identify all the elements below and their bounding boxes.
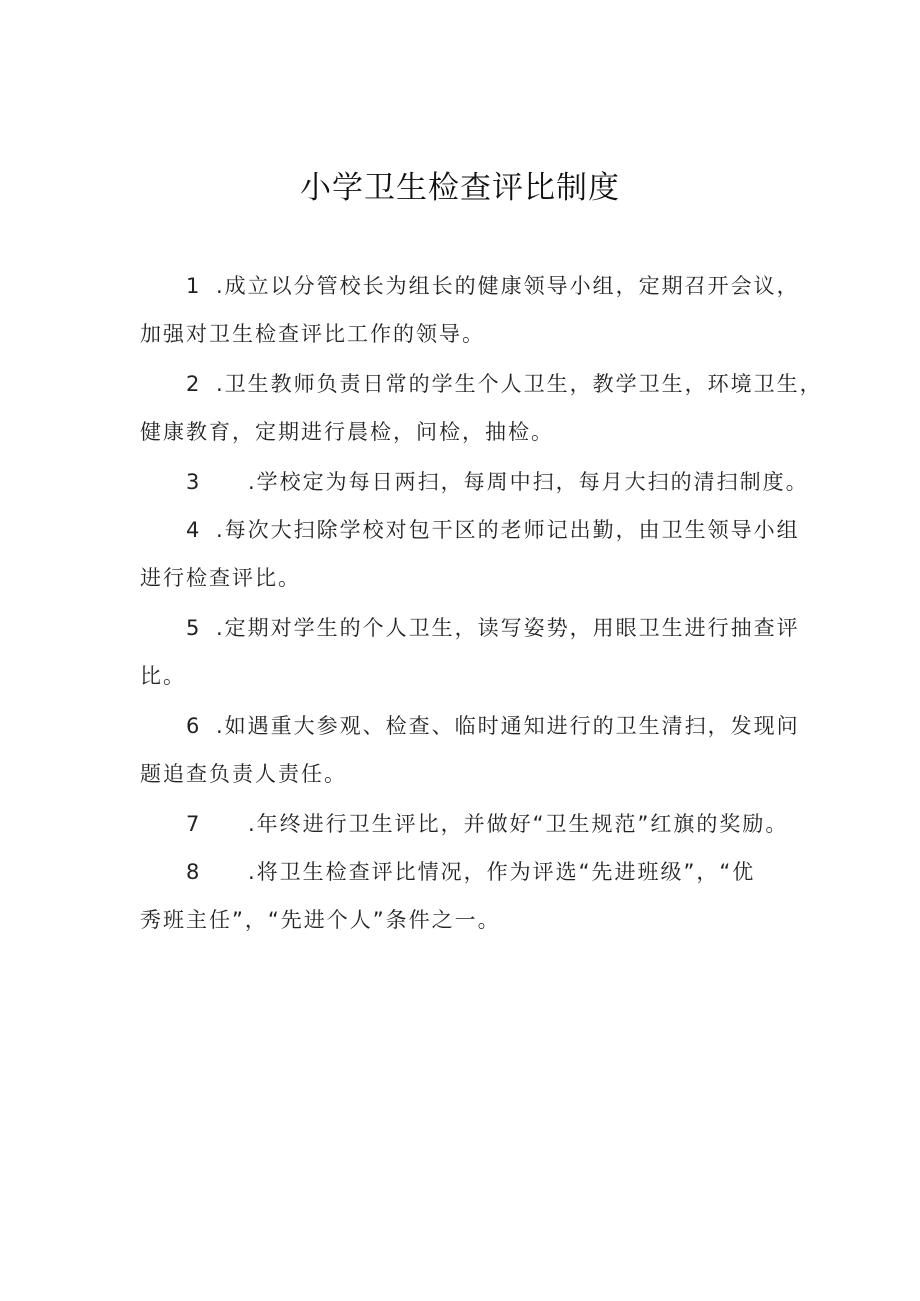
rule-item-8 xyxy=(140,848,820,944)
rule-item-4 xyxy=(140,506,820,602)
rule-text: .成立以分管校长为组长的健康领导小组，定期召开会议， xyxy=(216,274,800,298)
rule-text: .学校定为每日两扫，每周中扫，每月大扫的清扫制度。 xyxy=(248,470,809,494)
rule-item-7 xyxy=(140,800,820,848)
rule-text-continued: 加强对卫生检查评比工作的领导。 xyxy=(140,322,485,346)
rule-item-6 xyxy=(140,702,820,798)
rule-number: 1 xyxy=(186,274,202,298)
rule-text: .定期对学生的个人卫生，读写姿势，用眼卫生进行抽查评 xyxy=(216,616,800,640)
rule-number: 3 xyxy=(186,470,202,494)
rule-text-continued: 健康教育，定期进行晨检，问检，抽检。 xyxy=(140,420,554,444)
rule-number: 5 xyxy=(186,616,202,640)
rule-number: 7 xyxy=(186,812,202,836)
rule-text-continued: 秀班主任”，“先进个人”条件之一。 xyxy=(140,908,501,932)
rule-item-line xyxy=(140,848,820,896)
rule-text-continued: 比。 xyxy=(140,664,186,688)
rule-number: 8 xyxy=(186,860,202,884)
rule-item-line xyxy=(140,702,820,750)
rule-item-line xyxy=(140,360,823,408)
rule-item-3 xyxy=(140,458,820,506)
rule-item-line xyxy=(140,506,820,554)
rule-item-5 xyxy=(140,604,820,700)
rule-text: .每次大扫除学校对包干区的老师记出勤，由卫生领导小组 xyxy=(216,518,800,542)
rule-text: .年终进行卫生评比，并做好“卫生规范”红旗的奖励。 xyxy=(248,812,789,836)
rule-text-continued: 进行检查评比。 xyxy=(140,566,301,590)
rule-item-line xyxy=(140,800,820,848)
rule-text: .如遇重大参观、检查、临时通知进行的卫生清扫，发现问 xyxy=(216,714,800,738)
rule-number: 2 xyxy=(186,372,202,396)
rule-text-continued: 题追查负责人责任。 xyxy=(140,762,347,786)
document-title: 小学卫生检查评比制度 xyxy=(300,170,620,206)
rule-text: .将卫生检查评比情况，作为评选“先进班级”，“优 xyxy=(248,860,756,884)
rule-item-line xyxy=(140,604,820,652)
rule-item-line xyxy=(140,458,820,506)
rule-number: 6 xyxy=(186,714,202,738)
rule-item-2 xyxy=(140,360,823,456)
rule-number: 4 xyxy=(186,518,202,542)
rule-text: .卫生教师负责日常的学生个人卫生，教学卫生，环境卫生， xyxy=(216,372,823,396)
rule-item-1 xyxy=(140,262,820,358)
rule-item-line xyxy=(140,262,820,310)
